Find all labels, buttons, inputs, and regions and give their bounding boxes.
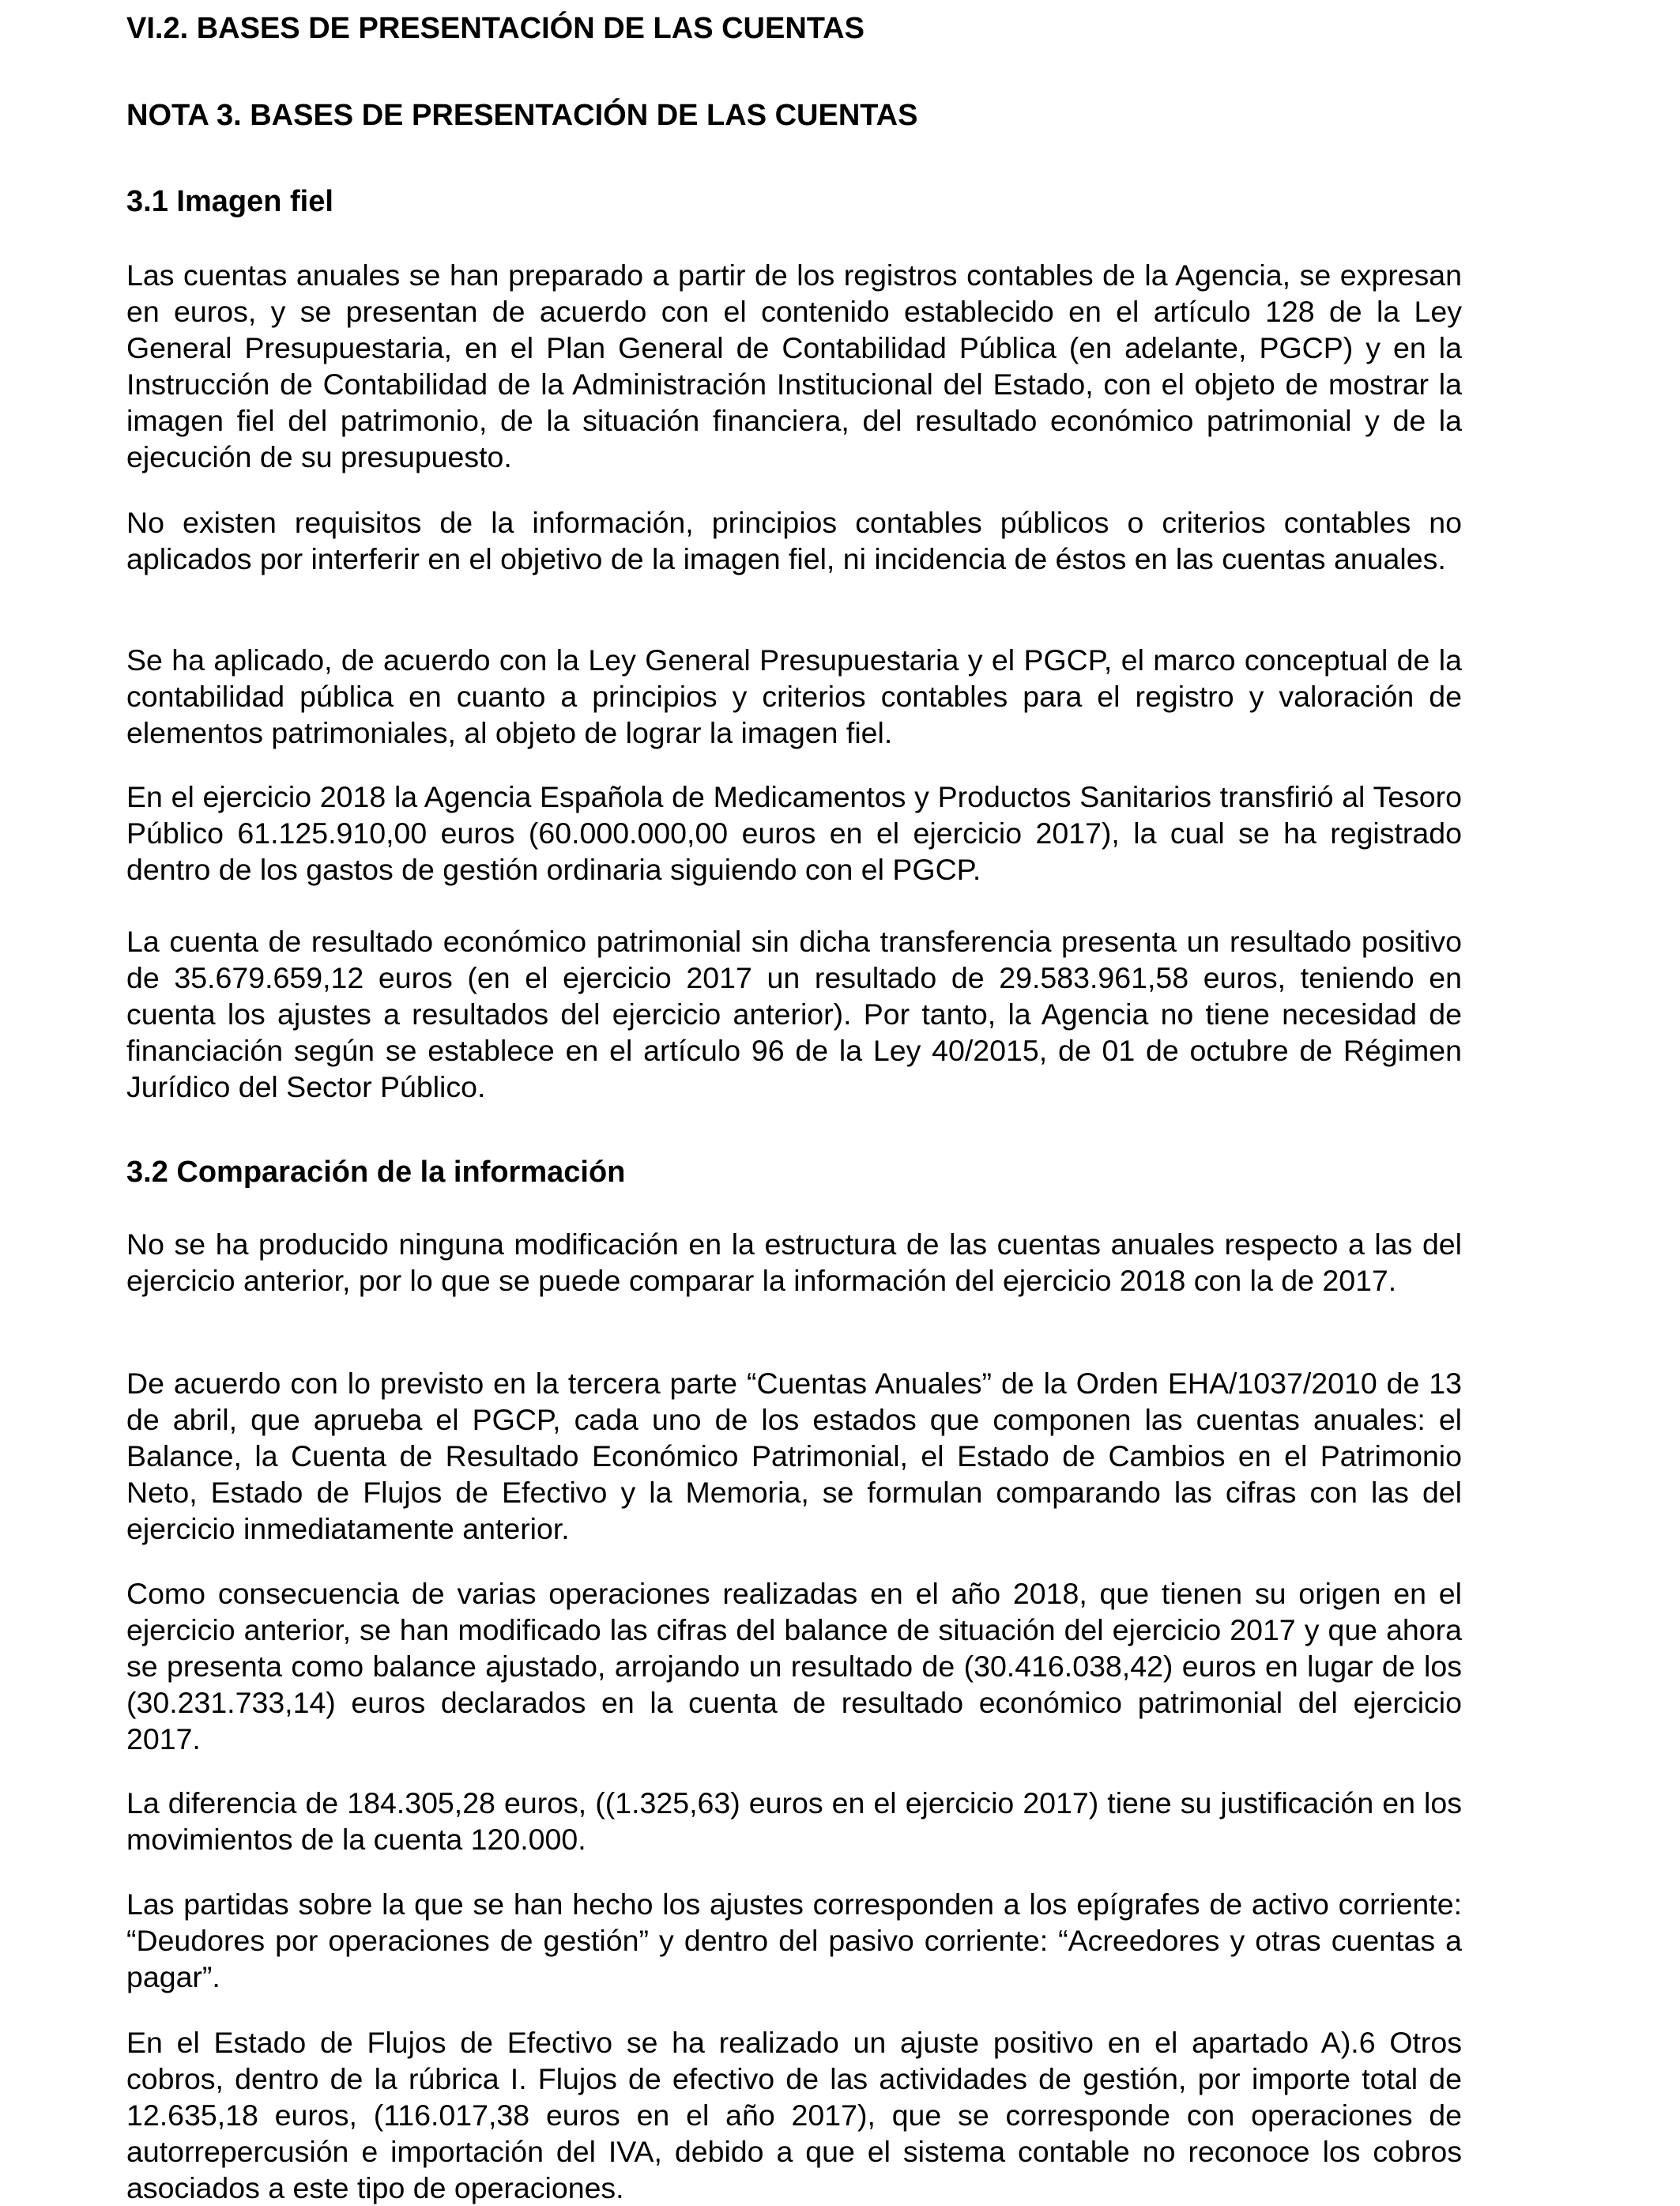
note-title: NOTA 3. BASES DE PRESENTACIÓN DE LAS CUENTAS xyxy=(126,99,918,132)
paragraph-3-2-estructura: No se ha producido ninguna modificación en la estructura de las cuentas anuales respecto a las del ejercicio anterior, por lo que se puede comparar la información del ejercicio 2018 con la de 2017. xyxy=(126,1227,1462,1297)
section-3-1-heading: 3.1 Imagen fiel xyxy=(126,185,333,218)
paragraph-3-2-diferencia: La diferencia de 184.305,28 euros, ((1.325,63) euros en el ejercicio 2017) tiene su justificación en los movimientos de la cuenta 120.000. xyxy=(126,1786,1462,1856)
section-3-2-heading: 3.2 Comparación de la información xyxy=(126,1156,626,1189)
paragraph-3-1-requisitos: No existen requisitos de la información, principios contables públicos o criterios contables no aplicados por interferir en el objetivo de la imagen fiel, ni incidencia de éstos en las cuentas anuales. xyxy=(126,506,1462,575)
paragraph-3-2-orden: De acuerdo con lo previsto en la tercera parte “Cuentas Anuales” de la Orden EHA/1037/2010 de 13 de abril, que aprueba el PGCP, cada uno de los estados que componen las cuentas anuales: el Balance, la Cuenta de Resultado Económico Patrimonial, el Estado de Cambios en el Patrimonio Neto, Estado de Flujos de Efectivo y la Memoria, se formulan comparando las cifras con las del ejercicio inmediatamente anterior. xyxy=(126,1367,1462,1545)
paragraph-3-1-marco-conceptual: Se ha aplicado, de acuerdo con la Ley General Presupuestaria y el PGCP, el marco conceptual de la contabilidad pública en cuanto a principios y criterios contables para el registro y valoración de elementos patrimoniales, al objeto de lograr la imagen fiel. xyxy=(126,643,1462,749)
paragraph-3-2-balance-ajustado: Como consecuencia de varias operaciones realizadas en el año 2018, que tienen su origen en el ejercicio anterior, se han modificado las cifras del balance de situación del ejercicio 2017 y que ahora se presenta como balance ajustado, arrojando un resultado de (30.416.038,42) euros en lugar de los (30.231.733,14) euros declarados en la cuenta de resultado económico patrimonial del ejercicio 2017. xyxy=(126,1577,1462,1755)
paragraph-3-1-transferencia: En el ejercicio 2018 la Agencia Española de Medicamentos y Productos Sanitarios transfirió al Tesoro Público 61.125.910,00 euros (60.000.000,00 euros en el ejercicio 2017), la cual se ha registrado dentro de los gastos de gestión ordinaria siguiendo con el PGCP. xyxy=(126,780,1462,886)
paragraph-3-2-partidas: Las partidas sobre la que se han hecho los ajustes corresponden a los epígrafes de activo corriente: “Deudores por operaciones de gestión” y dentro del pasivo corriente: “Acreedores y otras cuentas a pagar”. xyxy=(126,1887,1462,1993)
paragraph-3-1-resultado: La cuenta de resultado económico patrimonial sin dicha transferencia presenta un resultado positivo de 35.679.659,12 euros (en el ejercicio 2017 un resultado de 29.583.961,58 euros, teniendo en cuenta los ajustes a resultados del ejercicio anterior). Por tanto, la Agencia no tiene necesidad de financiación según se establece en el artículo 96 de la Ley 40/2015, de 01 de octubre de Régimen Jurídico del Sector Público. xyxy=(126,925,1462,1103)
paragraph-3-2-flujos-efectivo: En el Estado de Flujos de Efectivo se ha realizado un ajuste positivo en el apartado A).6 Otros cobros, dentro de la rúbrica I. Flujos de efectivo de las actividades de gestión, por importe total de 12.635,18 euros, (116.017,38 euros en el año 2017), que se corresponde con operaciones de autorrepercusión e importación del IVA, debido a que el sistema contable no reconoce los cobros asociados a este tipo de operaciones. xyxy=(126,2026,1462,2204)
paragraph-3-1-imagen-fiel: Las cuentas anuales se han preparado a partir de los registros contables de la Agencia, se expresan en euros, y se presentan de acuerdo con el contenido establecido en el artículo 128 de la Ley General Presupuestaria, en el Plan General de Contabilidad Pública (en adelante, PGCP) y en la Instrucción de Contabilidad de la Administración Institucional del Estado, con el objeto de mostrar la imagen fiel del patrimonio, de la situación financiera, del resultado económico patrimonial y de la ejecución de su presupuesto. xyxy=(126,258,1462,473)
section-title: VI.2. BASES DE PRESENTACIÓN DE LAS CUENTAS xyxy=(126,12,864,45)
